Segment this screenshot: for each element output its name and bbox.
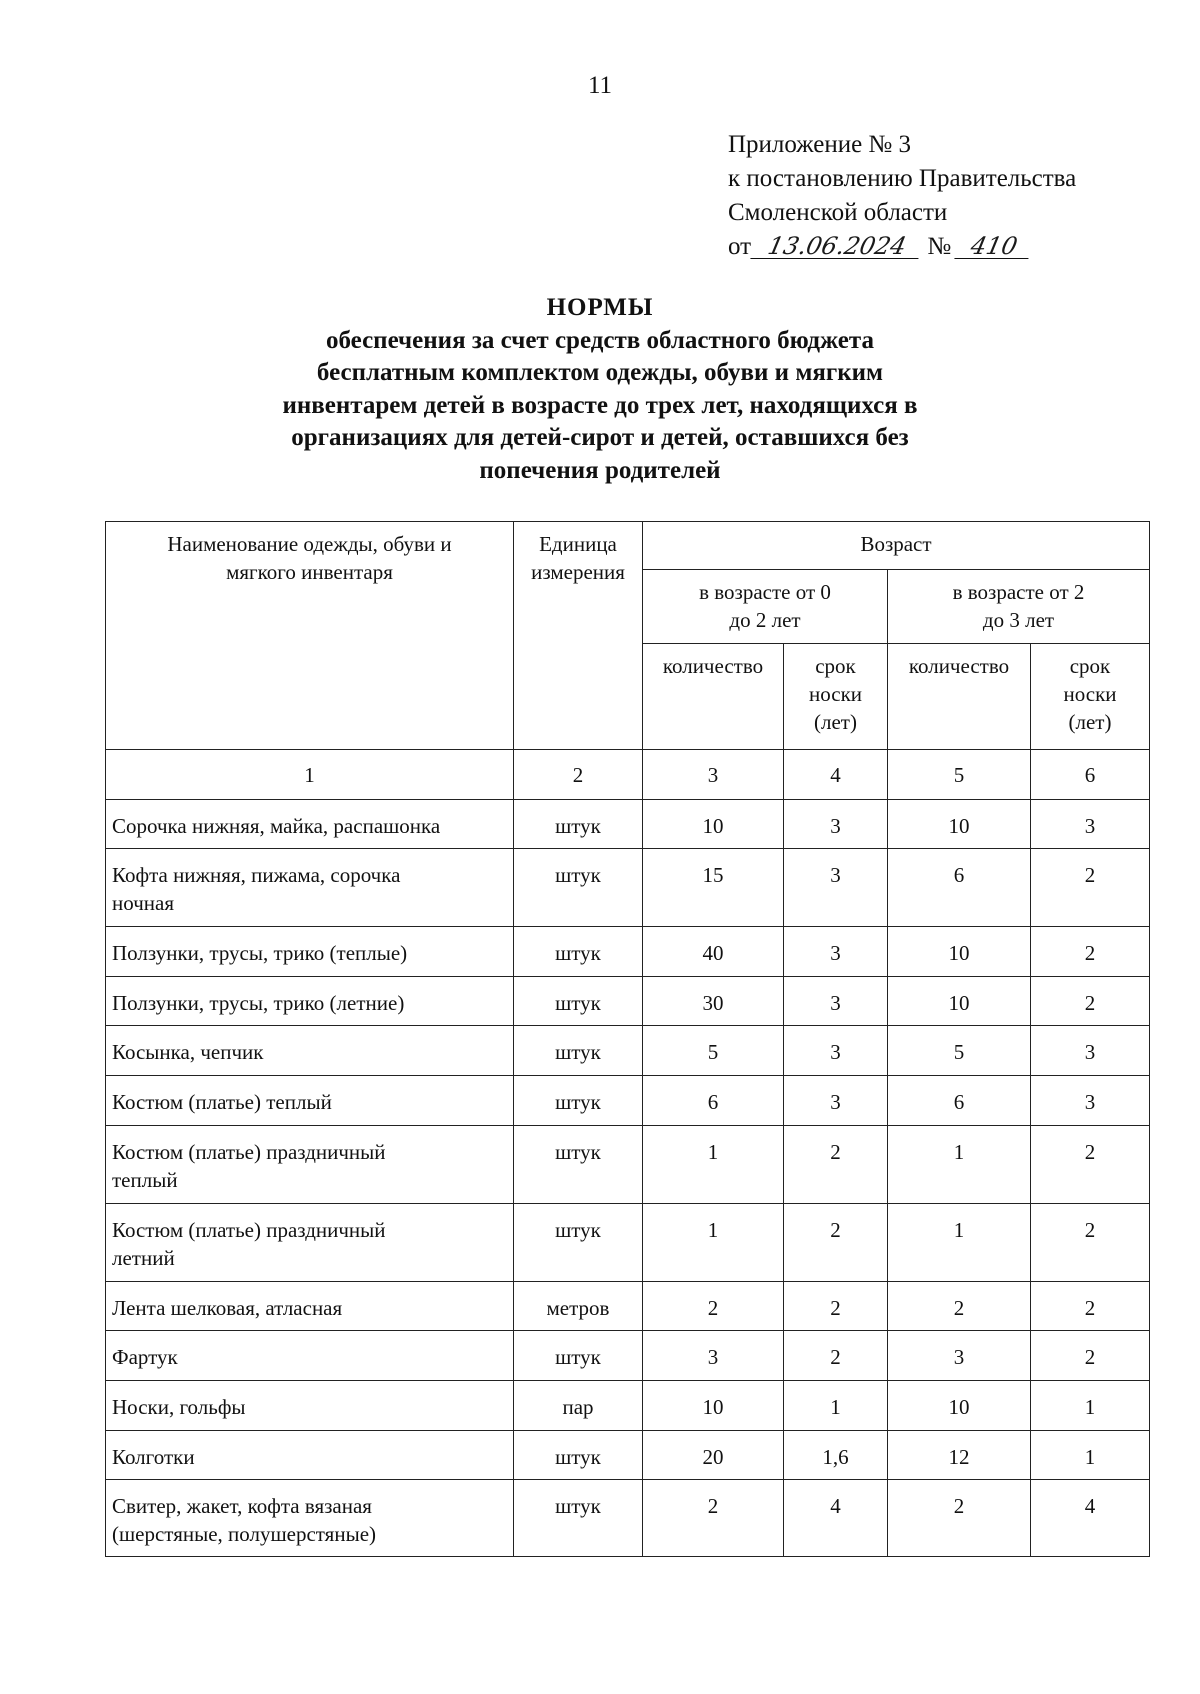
header-name-line-1: Наименование одежды, обуви и [167, 532, 452, 556]
quantity-0-2: 40 [643, 927, 784, 977]
item-name [106, 1431, 514, 1480]
column-number: 4 [784, 750, 888, 800]
item-name-line-2: ночная [112, 891, 174, 915]
handwritten-number: 410 [955, 234, 1034, 259]
table-row [106, 977, 1150, 1026]
title-line-3: инвентарем детей в возрасте до трех лет, находящихся в [282, 391, 918, 419]
item-name-line-2: летний [112, 1246, 175, 1270]
table-body [106, 750, 1150, 1557]
table-row [106, 1076, 1150, 1126]
term-0-2: 3 [784, 927, 888, 977]
quantity-0-2: 15 [643, 849, 784, 927]
column-numbers-row [106, 750, 1150, 800]
appendix-date-line [728, 230, 1076, 264]
document-title [0, 292, 1200, 487]
term-2-3: 2 [1031, 1204, 1150, 1282]
term-0-2: 4 [784, 1480, 888, 1557]
item-unit: штук [514, 977, 643, 1026]
item-unit: пар [514, 1381, 643, 1431]
item-name-line-1: Свитер, жакет, кофта вязаная [112, 1494, 372, 1518]
quantity-0-2: 6 [643, 1076, 784, 1126]
header-unit-line-2: измерения [531, 560, 625, 584]
item-name [106, 1381, 514, 1431]
table-row [106, 800, 1150, 849]
appendix-line-2: к постановлению Правительства [728, 165, 1077, 192]
quantity-2-3: 6 [888, 1076, 1031, 1126]
header-age: Возраст [643, 522, 1150, 570]
header-term-2 [1031, 644, 1150, 750]
age-group-1-line-2: до 2 лет [729, 608, 801, 632]
table-row [106, 849, 1150, 927]
table-row [106, 1431, 1150, 1480]
page-number: 11 [587, 72, 613, 99]
quantity-0-2: 1 [643, 1126, 784, 1204]
quantity-0-2: 1 [643, 1204, 784, 1282]
item-name [106, 1480, 514, 1557]
quantity-0-2: 5 [643, 1026, 784, 1076]
term-2-3: 2 [1031, 1331, 1150, 1381]
quantity-2-3: 2 [888, 1282, 1031, 1331]
header-name-line-2: мягкого инвентаря [226, 560, 393, 584]
item-name [106, 927, 514, 977]
norms-table [105, 521, 1150, 1557]
item-name-line-2: (шерстяные, полушерстяные) [112, 1522, 377, 1546]
term-0-2: 2 [784, 1204, 888, 1282]
term-0-2: 3 [784, 977, 888, 1026]
term-2-3: 2 [1031, 927, 1150, 977]
term-0-2: 3 [784, 1076, 888, 1126]
item-name-line-1: Костюм (платье) праздничный [112, 1140, 386, 1164]
item-name [106, 1026, 514, 1076]
item-unit: штук [514, 1126, 643, 1204]
quantity-2-3: 5 [888, 1026, 1031, 1076]
item-name-line-1: Лента шелковая, атласная [112, 1296, 343, 1320]
item-unit: штук [514, 1480, 643, 1557]
header-age-group-2 [888, 570, 1150, 644]
number-label: № [927, 233, 952, 260]
term-2-3: 3 [1031, 800, 1150, 849]
term-2-3: 3 [1031, 1026, 1150, 1076]
term-2-3: 1 [1031, 1381, 1150, 1431]
term-line-3: (лет) [814, 710, 857, 734]
quantity-0-2: 10 [643, 1381, 784, 1431]
quantity-2-3: 1 [888, 1126, 1031, 1204]
term-2-3: 4 [1031, 1480, 1150, 1557]
age-group-2-line-2: до 3 лет [982, 608, 1055, 632]
quantity-2-3: 3 [888, 1331, 1031, 1381]
handwritten-date: 13.06.2024 [750, 234, 923, 259]
term-line-2: носки [808, 682, 863, 706]
item-name-line-1: Фартук [112, 1345, 178, 1369]
table-row [106, 1282, 1150, 1331]
appendix-line-3: Смоленской области [728, 199, 948, 226]
term-0-2: 2 [784, 1331, 888, 1381]
title-heading: НОРМЫ [546, 294, 654, 321]
term-2-3: 2 [1031, 1282, 1150, 1331]
item-unit: штук [514, 849, 643, 927]
item-unit: метров [514, 1282, 643, 1331]
header-term-1 [784, 644, 888, 750]
quantity-2-3: 2 [888, 1480, 1031, 1557]
quantity-2-3: 1 [888, 1204, 1031, 1282]
header-quantity-2: количество [888, 644, 1031, 750]
term-line-3: (лет) [1068, 710, 1112, 734]
item-name-line-1: Кофта нижняя, пижама, сорочка [112, 863, 401, 887]
item-unit: штук [514, 1026, 643, 1076]
header-age-group-1 [643, 570, 888, 644]
column-number: 6 [1031, 750, 1150, 800]
header-unit [514, 522, 643, 750]
term-2-3: 2 [1031, 1126, 1150, 1204]
item-unit: штук [514, 1331, 643, 1381]
title-line-5: попечения родителей [479, 456, 721, 484]
item-unit: штук [514, 1431, 643, 1480]
title-line-2: бесплатным комплектом одежды, обуви и мягким [316, 359, 884, 386]
age-group-1-line-1: в возрасте от 0 [699, 580, 831, 604]
item-name [106, 977, 514, 1026]
term-0-2: 3 [784, 800, 888, 849]
quantity-2-3: 10 [888, 977, 1031, 1026]
table-row [106, 1480, 1150, 1557]
term-0-2: 3 [784, 1026, 888, 1076]
quantity-2-3: 12 [888, 1431, 1031, 1480]
quantity-0-2: 2 [643, 1282, 784, 1331]
quantity-2-3: 10 [888, 800, 1031, 849]
header-name [106, 522, 514, 750]
column-number: 3 [643, 750, 784, 800]
term-2-3: 3 [1031, 1076, 1150, 1126]
item-unit: штук [514, 1076, 643, 1126]
quantity-0-2: 2 [643, 1480, 784, 1557]
item-unit: штук [514, 1204, 643, 1282]
item-name [106, 1076, 514, 1126]
table-row [106, 1026, 1150, 1076]
table-row [106, 1126, 1150, 1204]
item-name [106, 1126, 514, 1204]
term-0-2: 1,6 [784, 1431, 888, 1480]
quantity-2-3: 6 [888, 849, 1031, 927]
table-row [106, 1381, 1150, 1431]
title-line-4: организациях для детей-сирот и детей, оставшихся без [291, 424, 909, 451]
quantity-2-3: 10 [888, 927, 1031, 977]
item-name-line-1: Костюм (платье) теплый [112, 1090, 332, 1114]
term-2-3: 2 [1031, 849, 1150, 927]
age-group-2-line-1: в возрасте от 2 [952, 580, 1085, 604]
item-name [106, 1204, 514, 1282]
quantity-0-2: 20 [643, 1431, 784, 1480]
term-line-1: срок [815, 654, 856, 678]
table-row [106, 1331, 1150, 1381]
header-quantity-1: количество [643, 644, 784, 750]
item-name [106, 1282, 514, 1331]
item-name-line-1: Костюм (платье) праздничный [112, 1218, 386, 1242]
term-line-2: носки [1063, 682, 1117, 706]
term-line-1: срок [1069, 654, 1111, 678]
column-number: 5 [888, 750, 1031, 800]
item-name-line-1: Ползунки, трусы, трико (теплые) [112, 941, 408, 965]
appendix-line-1: Приложение № 3 [728, 131, 912, 158]
column-number: 1 [106, 750, 514, 800]
term-0-2: 2 [784, 1282, 888, 1331]
item-name-line-1: Косынка, чепчик [112, 1040, 264, 1064]
term-2-3: 2 [1031, 977, 1150, 1026]
title-line-1: обеспечения за счет средств областного бюджета [326, 326, 874, 354]
item-unit: штук [514, 927, 643, 977]
from-label: от [728, 233, 752, 260]
quantity-0-2: 3 [643, 1331, 784, 1381]
item-name [106, 800, 514, 849]
header-unit-line-1: Единица [539, 532, 617, 556]
column-number: 2 [514, 750, 643, 800]
table-row [106, 1204, 1150, 1282]
term-0-2: 1 [784, 1381, 888, 1431]
item-name [106, 1331, 514, 1381]
table-row [106, 927, 1150, 977]
quantity-0-2: 10 [643, 800, 784, 849]
term-2-3: 1 [1031, 1431, 1150, 1480]
item-name-line-1: Носки, гольфы [112, 1395, 246, 1419]
quantity-2-3: 10 [888, 1381, 1031, 1431]
term-0-2: 2 [784, 1126, 888, 1204]
item-name-line-2: теплый [112, 1168, 178, 1192]
quantity-0-2: 30 [643, 977, 784, 1026]
item-name [106, 849, 514, 927]
item-name-line-1: Колготки [112, 1445, 195, 1469]
item-unit: штук [514, 800, 643, 849]
item-name-line-1: Ползунки, трусы, трико (летние) [112, 991, 405, 1015]
term-0-2: 3 [784, 849, 888, 927]
appendix-block [728, 128, 1076, 264]
item-name-line-1: Сорочка нижняя, майка, распашонка [112, 814, 441, 838]
